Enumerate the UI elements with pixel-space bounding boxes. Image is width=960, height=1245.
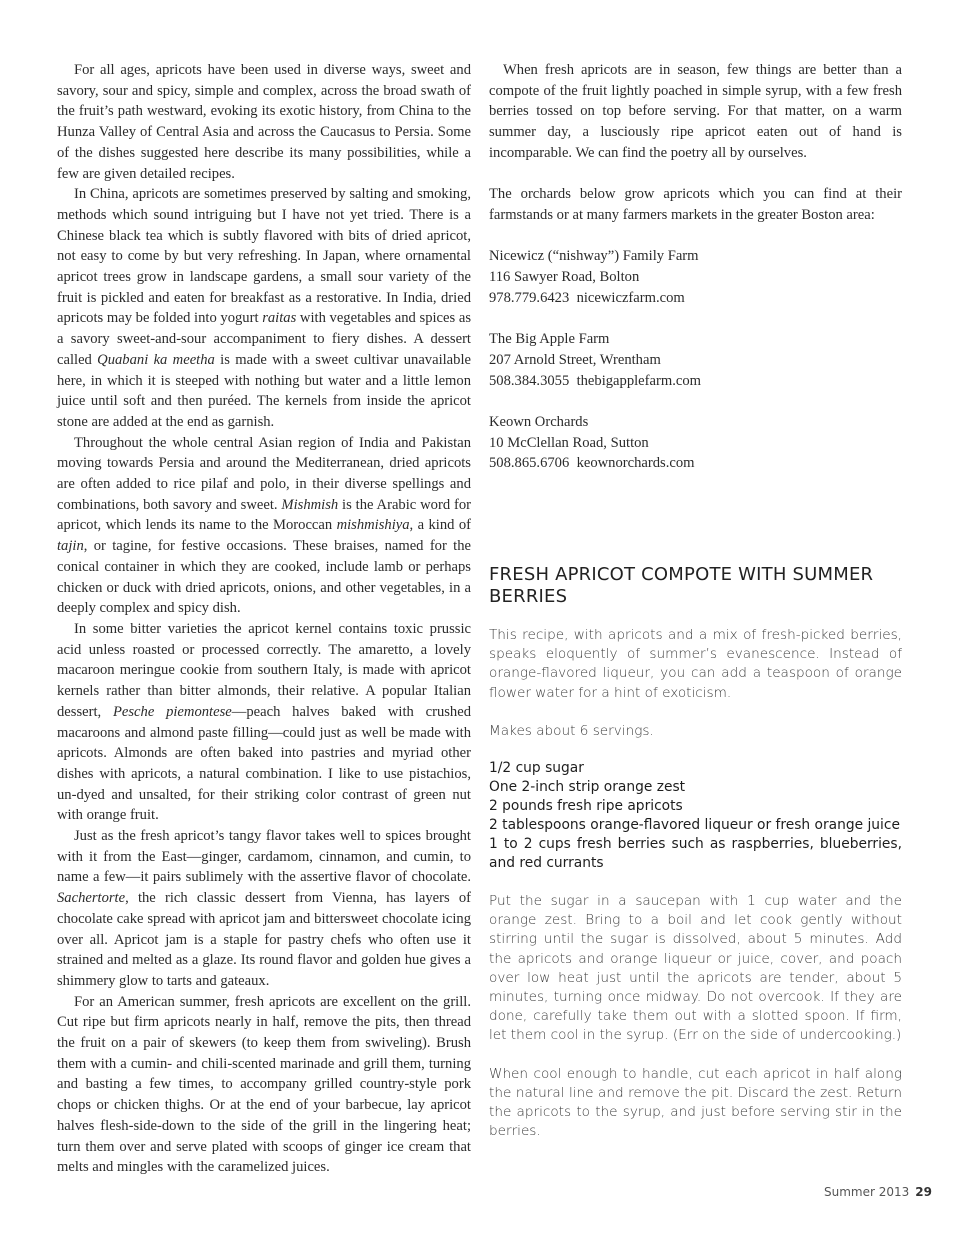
farm-address: 10 McClellan Road, Sutton [489, 434, 649, 451]
farm-website[interactable]: keownorchards.com [576, 455, 695, 472]
italic-term: Pesche piemontese [112, 703, 232, 720]
farm-phone: 978.779.6423 [489, 289, 570, 306]
left-column [57, 60, 471, 1178]
text-run: Throughout the whole central Asian region of India and Pakistan moving towards Persia and around the Mediterranean, dried apricots are often added to rice pilaf and polo, in their diverse spellings and combinations, both savory and sweet. [57, 434, 471, 513]
recipe-step: Put the sugar in a saucepan with 1 cup water and the orange zest. Bring to a boil and let cook gently without stirring until the sugar is dissolved, about 5 minutes. Add the apricots and orange liqueur or juice, cover, and poach over low heat just until the apricots are tender, about 5 minutes, turning once midway. Do not overcook. If they are done, carefully take them out with a slotted spoon. If firm, let them cool in the syrup. (Err on the side of undercooking.) [489, 893, 902, 1044]
farm-listing [489, 246, 902, 308]
ingredient-item: 1/2 cup sugar [489, 760, 584, 777]
recipe-description: This recipe, with apricots and a mix of fresh-picked berries, speaks eloquently of summer’s evanescence. Instead of orange-flavored liqueur, you can add a teaspoon of orange flower water for a hint of exoticism. [489, 627, 902, 701]
italic-term: Mishmish [281, 496, 339, 513]
body-paragraph-4 [57, 619, 471, 826]
issue-label: Summer 2013 [824, 1185, 910, 1199]
italic-term: Quabani ka meetha [97, 351, 215, 368]
italic-term: raitas [262, 310, 297, 327]
recipe-title: FRESH APRICOT COMPOTE WITH SUMMER BERRIES [489, 564, 874, 607]
text-run: , the rich classic dessert from Vienna, has layers of chocolate cake spread with apricot jam and bittersweet chocolate icing over all. Apricot jam is a staple for pastry chefs who often use it strained and melted as a glaze. Its round flavor and golden hue gives a shimmery glow to tarts and gateaux. [57, 890, 471, 989]
farm-website[interactable]: thebigapplefarm.com [576, 372, 701, 389]
orchards-intro: The orchards below grow apricots which you can find at their farmstands or at many farmers markets in the greater Boston area: [489, 186, 902, 223]
farm-listing [489, 329, 902, 391]
farm-phone: 508.384.3055 [489, 372, 570, 389]
body-paragraph-2 [57, 184, 471, 432]
text-run: with vegetables and spices as a savory sweet-and-sour accompaniment to fiery dishes. A dessert called [57, 310, 472, 368]
italic-term: Sachertorte [57, 890, 126, 907]
text-run: , a kind of [409, 517, 471, 534]
text-run: is the Arabic word for apricot, which lends its name to the Moroccan [57, 496, 471, 534]
recipe-description-block [489, 626, 902, 741]
farm-name: Nicewicz (“nishway”) Family Farm [489, 248, 699, 265]
farm-listing [489, 412, 902, 474]
body-paragraph-6: For an American summer, fresh apricots are excellent on the grill. Cut ripe but firm apricots nearly in half, remove the pits, then thread the fruit on a pair of skewers (to keep them from swiveling). Brush them with a cumin- and chili-scented marinade and grill them, turning and basting a few times, to accompany grilled country-style pork chops or chicken thighs. Or at the end of your barbecue, lay apricot halves flesh-side-down to the side of the grill in the lingering heat; turn them over and serve plated with scoops of ginger ice cream that melts and mingles with the caramelized juices. [57, 993, 471, 1176]
recipe-servings: Makes about 6 servings. [489, 722, 654, 739]
ingredient-item: 2 tablespoons orange-flavored liqueur or fresh orange juice [489, 817, 900, 834]
farm-website[interactable]: nicewiczfarm.com [576, 289, 685, 306]
ingredient-list [489, 759, 902, 873]
page-number: 29 [915, 1185, 932, 1199]
intro-block [489, 60, 902, 474]
text-run: , or tagine, for festive occasions. These braises, named for the conical container in which they are cooked, include lamb or perhaps chicken or duck with dried apricots, onions, and other vegetables, in a deeply complex and spicy dish. [57, 538, 471, 617]
text-run: is made with a sweet cultivar unavailable here, in which it is steeped with nothing but water and a little lemon juice until soft and then puréed. The kernels from inside the apricot stone are added at the end as garnish. [57, 351, 471, 430]
italic-term: mishmishiya [336, 517, 410, 534]
text-run: In some bitter varieties the apricot kernel contains toxic prussic acid unless roasted or processed correctly. The amaretto, a lovely macaroon meringue cookie from southern Italy, is made with apricot kernels rather than bitter almonds, their relative. A popular Italian dessert, [57, 620, 471, 720]
farm-phone: 508.865.6706 [489, 455, 570, 472]
right-column [489, 60, 902, 1141]
farm-address: 116 Sawyer Road, Bolton [489, 269, 640, 285]
italic-term: tajin [57, 538, 84, 555]
intro-paragraph: When fresh apricots are in season, few things are better than a compote of the fruit lightly poached in simple syrup, with a few fresh berries tossed on top before serving. For that matter, on a warm summer day, a lusciously ripe apricot eaten out of hand is incomparable. We can find the poetry all by ourselves. [489, 62, 902, 161]
ingredient-item: One 2-inch strip orange zest [489, 779, 686, 796]
farm-contact [489, 453, 902, 474]
text-run: In China, apricots are sometimes preserved by salting and smoking, methods which sound intriguing but I have not yet tried. There is a Chinese black tea which is subtly flavored with bits of dried apricot, not easy to come by but very refreshing. In Japan, where ornamental apricot trees grow in landscape gardens, a small sour variety of the fruit is pickled and eaten for breakfast as a restorative. In India, dried apricots may be folded into yogurt [57, 186, 471, 327]
body-paragraph-3 [57, 433, 471, 619]
farm-address: 207 Arnold Street, Wrentham [489, 351, 661, 368]
ingredient-item: 2 pounds fresh ripe apricots [489, 798, 683, 815]
farm-name: Keown Orchards [489, 413, 589, 430]
ingredient-item: 1 to 2 cups fresh berries such as raspberries, blueberries, and red currants [489, 836, 902, 872]
farm-name: The Big Apple Farm [489, 331, 610, 348]
page-footer [824, 1185, 932, 1199]
recipe-steps [489, 892, 902, 1141]
recipe-step: When cool enough to handle, cut each apricot in half along the natural line and remove the pit. Discard the zest. Return the apricots to the syrup, and just before serving stir in the berries. [489, 1065, 902, 1140]
body-paragraph-1: For all ages, apricots have been used in diverse ways, sweet and savory, sour and spicy, simple and complex, across the broad swath of the fruit’s path westward, evoking its exotic history, from China to the Hunza Valley of Central Asia and across the Caucasus to Persia. Some of the dishes suggested here describe its many possibilities, while a few are given detailed recipes. [57, 62, 471, 182]
body-paragraph-5 [57, 826, 471, 992]
text-run: —peach halves baked with crushed macaroons and almond paste filling—could just as well be made with apricots. Almonds are often baked into pastries and myriad other dishes with apricots, a natural combination. I like to use pistachios, un-dyed and unsalted, for their striking color contrast of green nut with orange fruit. [57, 703, 472, 824]
farm-contact [489, 371, 902, 392]
farm-contact [489, 288, 902, 309]
text-run: Just as the fresh apricot’s tangy flavor takes well to spices brought with it from the East—ginger, cardamom, cinnamon, and cumin, to name a few—it pairs sublimely with the assertive flavor of chocolate. [57, 828, 471, 886]
